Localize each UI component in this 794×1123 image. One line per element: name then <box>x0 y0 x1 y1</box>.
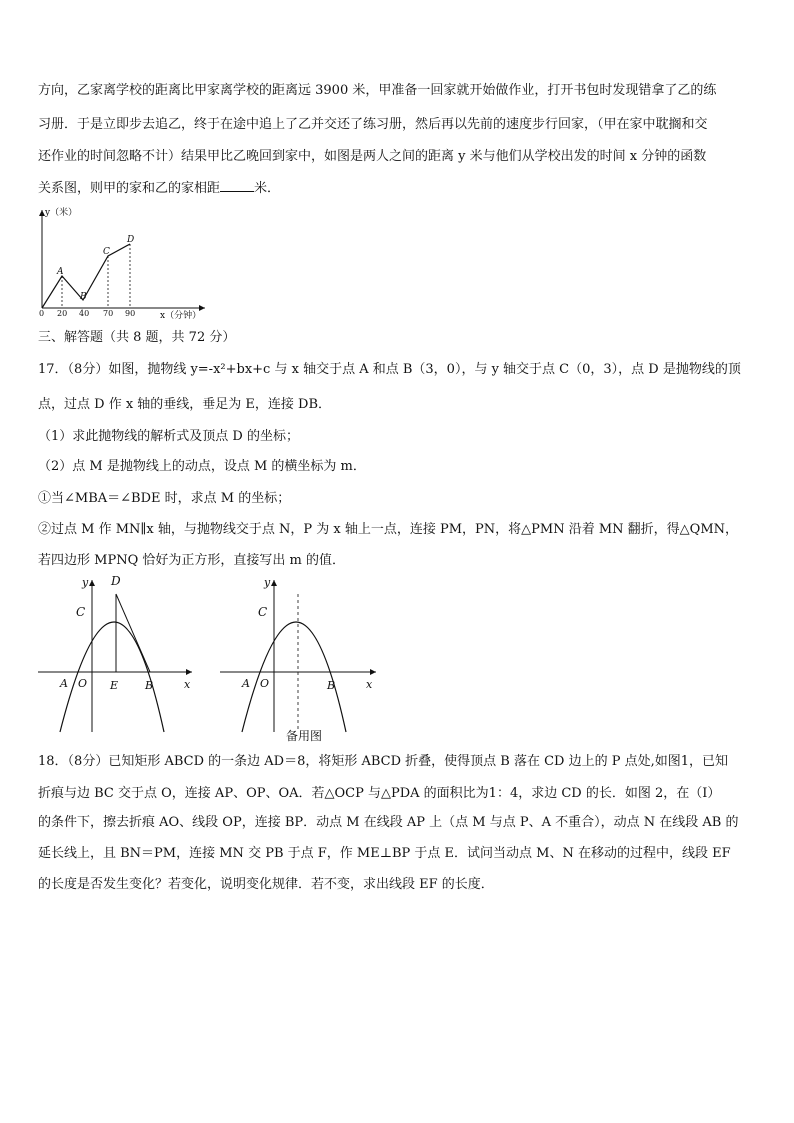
segment-DB <box>116 594 150 672</box>
point-B: B <box>80 292 87 302</box>
p16-line-1: 方向，乙家离学校的距离比甲家离学校的距离远 3900 米，甲准备一回家就开始做作业，打开书包时发现错拿了乙的练 <box>38 83 717 98</box>
answer-blank <box>220 179 254 192</box>
fig1-y-label: y <box>82 576 89 589</box>
p18-line-3: 的条件下，擦去折痕 AO、线段 OP，连接 BP．动点 M 在线段 AP 上（点 M 与点 P、A 不重合），动点 N 在线段 AB 的 <box>38 815 739 830</box>
p16-line-4 <box>38 179 280 197</box>
p17-line-6: ②过点 M 作 MN∥x 轴，与抛物线交于点 N，P 为 x 轴上一点，连接 PM，PN，将△PMN 沿着 MN 翻折，得△QMN， <box>38 522 739 537</box>
fig1-O-label: O <box>78 677 88 690</box>
fig2-O-label: O <box>260 677 270 690</box>
p17-line-4: （2）点 M 是抛物线上的动点，设点 M 的横坐标为 m． <box>38 459 366 474</box>
parabola-curve <box>60 622 164 732</box>
p18-line-5: 的长度是否发生变化？若变化，说明变化规律．若不变，求出线段 EF 的长度． <box>38 877 494 892</box>
section-heading: 三、解答题（共 8 题，共 72 分） <box>38 330 236 345</box>
point-C: C <box>103 247 110 257</box>
origin-label: 0 <box>39 309 45 318</box>
p16-line-3: 还作业的时间忽略不计）结果甲比乙晚回到家中，如图是两人之间的距离 y 米与他们从学校出发的时间 x 分钟的函数 <box>38 149 707 164</box>
tick-40: 40 <box>79 309 90 318</box>
tick-20: 20 <box>57 309 68 318</box>
p16-line-2: 习册．于是立即步去追乙，终于在途中追上了乙并交还了练习册，然后再以先前的速度步行回家，（甲在家中耽搁和交 <box>38 117 708 132</box>
fig1-B-label: B <box>145 679 154 692</box>
p18-line-4: 延长线上，且 BN＝PM，连接 MN 交 PB 于点 F，作 ME⊥BP 于点 E．试问当动点 M、N 在移动的过程中，线段 EF <box>38 846 731 861</box>
fig2-y-label: y <box>264 576 271 589</box>
fig1-A-label: A <box>60 677 68 690</box>
fig2-x-label: x <box>366 678 373 691</box>
fig2-A-label: A <box>242 677 250 690</box>
p16-tail: 米． <box>254 181 281 196</box>
p17-line-7: 若四边形 MPNQ 恰好为正方形，直接写出 m 的值． <box>38 553 345 568</box>
p17-line-1: 17．（8分）如图，抛物线 y=-x²+bx+c 与 x 轴交于点 A 和点 B（3，0），与 y 轴交于点 C（0，3），点 D 是抛物线的顶 <box>38 362 741 377</box>
fig1-x-label: x <box>184 678 191 691</box>
parabola-curve-2 <box>242 622 346 732</box>
p17-line-5: ①当∠MBA＝∠BDE 时，求点 M 的坐标； <box>38 491 291 506</box>
p18-line-1: 18．（8分）已知矩形 ABCD 的一条边 AD＝8，将矩形 ABCD 折叠，使得顶点 B 落在 CD 边上的 P 点处,如图1，已知 <box>38 754 729 769</box>
point-A: A <box>57 267 64 277</box>
p16-line-4-text: 关系图，则甲的家和乙的家相距 <box>38 181 221 196</box>
p17-line-2: 点，过点 D 作 x 轴的垂线，垂足为 E，连接 DB． <box>38 397 332 412</box>
fig2-caption: 备用图 <box>286 729 323 743</box>
parabola-figure-1 <box>32 572 200 738</box>
fig2-B-label: B <box>327 679 336 692</box>
tick-90: 90 <box>125 309 136 318</box>
y-axis-label: y（米） <box>45 208 78 218</box>
p18-line-2: 折痕与边 BC 交于点 O，连接 AP、OP、OA．若△OCP 与△PDA 的面积比为1：4，求边 CD 的长．如图 2，在（Ⅰ） <box>38 786 721 801</box>
x-axis-label: x（分钟） <box>160 311 202 321</box>
distance-time-graph <box>30 204 210 322</box>
point-D: D <box>127 235 135 245</box>
parabola-figure-2 <box>214 572 382 744</box>
fig1-E-label: E <box>110 679 119 692</box>
tick-70: 70 <box>103 309 114 318</box>
fig1-C-label: C <box>76 605 86 619</box>
fig2-C-label: C <box>258 605 268 619</box>
p17-line-3: （1）求此抛物线的解析式及顶点 D 的坐标； <box>38 429 299 444</box>
fig1-D-label: D <box>111 574 121 588</box>
